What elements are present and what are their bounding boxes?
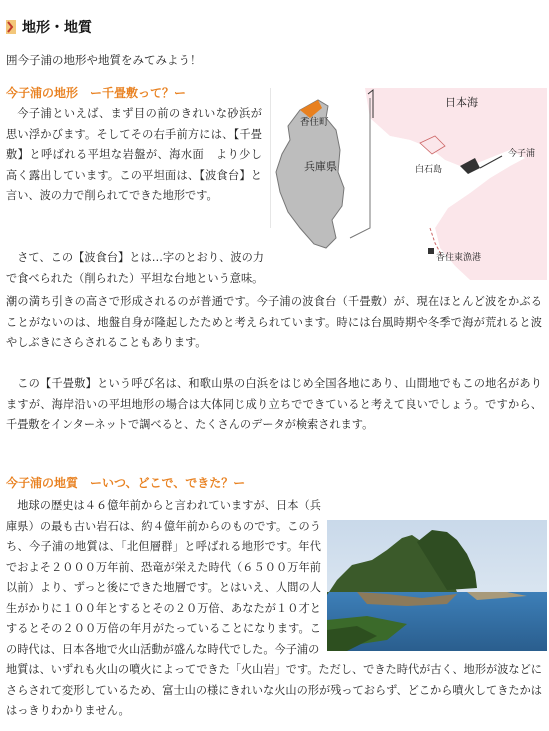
- section2-para1-rest: 地質は、いずれも火山の噴火によってできた「火山岩」です。ただし、できた時代が古く、地形が波などにさらされて変形しているため、富士山の様にきれいな火山の形が残っておらず、どこから噴火してきたかははっきりわかりません。: [6, 663, 542, 717]
- map-label-imagoura: 今子浦: [508, 149, 536, 159]
- section2-para1-top: 地球の歴史は４６億年前からと言われていますが、日本（兵庫県）の最も古い岩石は、約４億年前からのものです。このうち、今子浦の地質は、「北但層群」と呼ばれる地形です。年代でおよそ２０００万年前、恐竜が栄えた時代（６５００万年前以前）より、ずっと後にできた地層です。とはいえ、人間の人生がかりに１００年とするとその２０万倍、あなたが１０才とするとその２００万倍の年月がたっていることになります。この時代は、日本各地で火山活動が盛んな時代でした。今子浦の: [6, 499, 321, 656]
- intro-text: 囲今子浦の地形や地質をみてみよう！: [6, 53, 202, 67]
- location-map: [270, 88, 547, 280]
- coast-photo: [327, 520, 547, 651]
- title-marker-icon: [6, 20, 16, 34]
- map-label-kasumi: 香住町: [300, 117, 329, 128]
- section1-para2-rest: 潮の満ち引きの高さで形成されるのが普通です。今子浦の波食台（千畳敷）が、現在ほとんど波をかぶることがないのは、地盤自身が隆起したためと考えられています。時には台風時期や冬季で海が荒れると波やしぶきにさらされることもあります。: [6, 295, 542, 349]
- section1-para3: この【千畳敷】という呼び名は、和歌山県の白浜をはじめ全国各地にあり、山間地でもこの地名がありますが、海岸沿いの平坦地形の場合は大体同じ成り立ちでできていると考えて良いでしょう。ですから、千畳敷をインターネットで調べると、たくさんのデータが検索されます。: [6, 377, 542, 431]
- map-label-shiraishi: 白石島: [415, 165, 443, 175]
- section1-heading: 今子浦の地形 ー千畳敷って？ー: [6, 86, 187, 100]
- map-label-hyogo: 兵庫県: [304, 160, 337, 173]
- port-marker: [428, 248, 434, 254]
- page-title: [6, 16, 92, 38]
- section2-heading: 今子浦の地質 ーいつ、どこで、できた？ー: [6, 476, 246, 490]
- map-label-port: 香住東漁港: [436, 253, 482, 263]
- section1-para2-top: さて、この【波食台】とは…字のとおり、波の力で食べられた（削られた）平坦な台地という意味。: [6, 251, 264, 285]
- map-label-nihonkai: 日本海: [445, 96, 478, 109]
- section1-para1: 今子浦といえば、まず目の前のきれいな砂浜が思い浮かびます。そしてその右手前方には、【千畳敷】と呼ばれる平坦な岩盤が、海水面 より少し高く露出しています。この平坦面は、【波食台】と言い、波の力で削られてできた地形です。: [6, 107, 262, 202]
- page-title-text: 地形・地質: [22, 20, 92, 36]
